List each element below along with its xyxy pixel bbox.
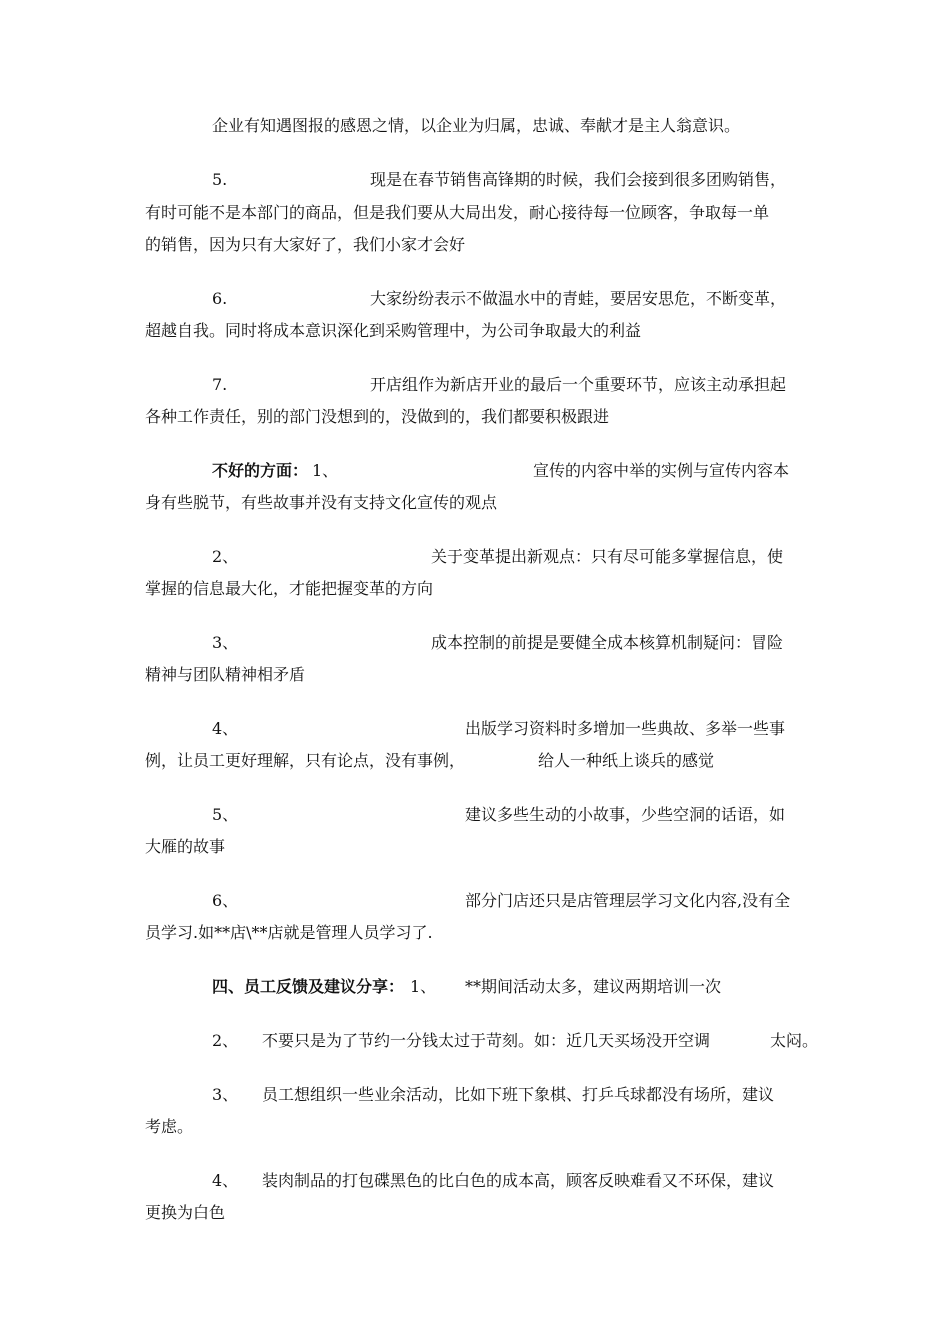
paragraph-line: 员工想组织一些业余活动，比如下班下象棋、打乒乓球都没有场所，建议	[262, 1085, 775, 1104]
paragraph-line: 成本控制的前提是要健全成本核算机制疑问：冒险	[431, 633, 784, 652]
paragraph-line: 员学习.如**店\**店就是管理人员学习了.	[145, 923, 433, 942]
paragraph-line: 掌握的信息最大化，才能把握变革的方向	[145, 579, 434, 598]
paragraph-line: 出版学习资料时多增加一些典故、多举一些事	[465, 719, 786, 738]
paragraph-line: **期间活动太多，建议两期培训一次	[465, 977, 722, 996]
item-number: 5、	[212, 805, 239, 824]
paragraph-line: 大家纷纷表示不做温水中的青蛙，要居安思危，不断变革，	[370, 289, 787, 308]
item-number: 2、	[212, 547, 239, 566]
paragraph-line: 精神与团队精神相矛盾	[145, 665, 306, 684]
item-number: 6、	[212, 891, 239, 910]
item-number: 7.	[212, 375, 228, 394]
paragraph-line: 大雁的故事	[145, 837, 226, 856]
paragraph-line: 的销售，因为只有大家好了，我们小家才会好	[145, 235, 466, 254]
paragraph-line: 装肉制品的打包碟黑色的比白色的成本高，顾客反映难看又不环保，建议	[262, 1171, 775, 1190]
item-number: 3、	[212, 1085, 239, 1104]
paragraph-line: 太闷。	[770, 1031, 819, 1050]
paragraph-line: 关于变革提出新观点：只有尽可能多掌握信息，使	[431, 547, 784, 566]
section-heading: 四、员工反馈及建议分享：	[212, 977, 405, 996]
item-number: 4、	[212, 719, 239, 738]
item-number: 6.	[212, 289, 228, 308]
paragraph-line: 给人一种纸上谈兵的感觉	[538, 751, 715, 770]
item-number: 5.	[212, 170, 228, 189]
paragraph-line: 更换为白色	[145, 1203, 226, 1222]
paragraph-line: 不要只是为了节约一分钱太过于苛刻。如：近几天买场没开空调	[262, 1031, 711, 1050]
paragraph-line: 现是在春节销售高锋期的时候，我们会接到很多团购销售，	[370, 170, 787, 189]
paragraph-line: 超越自我。同时将成本意识深化到采购管理中，为公司争取最大的利益	[145, 321, 642, 340]
paragraph-line: 开店组作为新店开业的最后一个重要环节，应该主动承担起	[370, 375, 787, 394]
item-number: 2、	[212, 1031, 239, 1050]
paragraph-line: 企业有知遇图报的感恩之情，以企业为归属，忠诚、奉献才是主人翁意识。	[212, 116, 741, 135]
section-heading: 不好的方面：	[212, 461, 309, 480]
paragraph-line: 建议多些生动的小故事，少些空洞的话语，如	[465, 805, 786, 824]
item-number: 1、	[410, 977, 437, 996]
item-number: 3、	[212, 633, 239, 652]
paragraph-line: 各种工作责任，别的部门没想到的，没做到的，我们都要积极跟进	[145, 407, 610, 426]
item-number: 1、	[312, 461, 339, 480]
paragraph-line: 宣传的内容中举的实例与宣传内容本	[533, 461, 790, 480]
paragraph-line: 部分门店还只是店管理层学习文化内容,没有全	[465, 891, 791, 910]
item-number: 4、	[212, 1171, 239, 1190]
paragraph-line: 身有些脱节，有些故事并没有支持文化宣传的观点	[145, 493, 498, 512]
paragraph-line: 有时可能不是本部门的商品，但是我们要从大局出发，耐心接待每一位顾客，争取每一单	[145, 203, 770, 222]
paragraph-line: 例，让员工更好理解，只有论点，没有事例，	[145, 751, 466, 770]
paragraph-line: 考虑。	[145, 1117, 194, 1136]
